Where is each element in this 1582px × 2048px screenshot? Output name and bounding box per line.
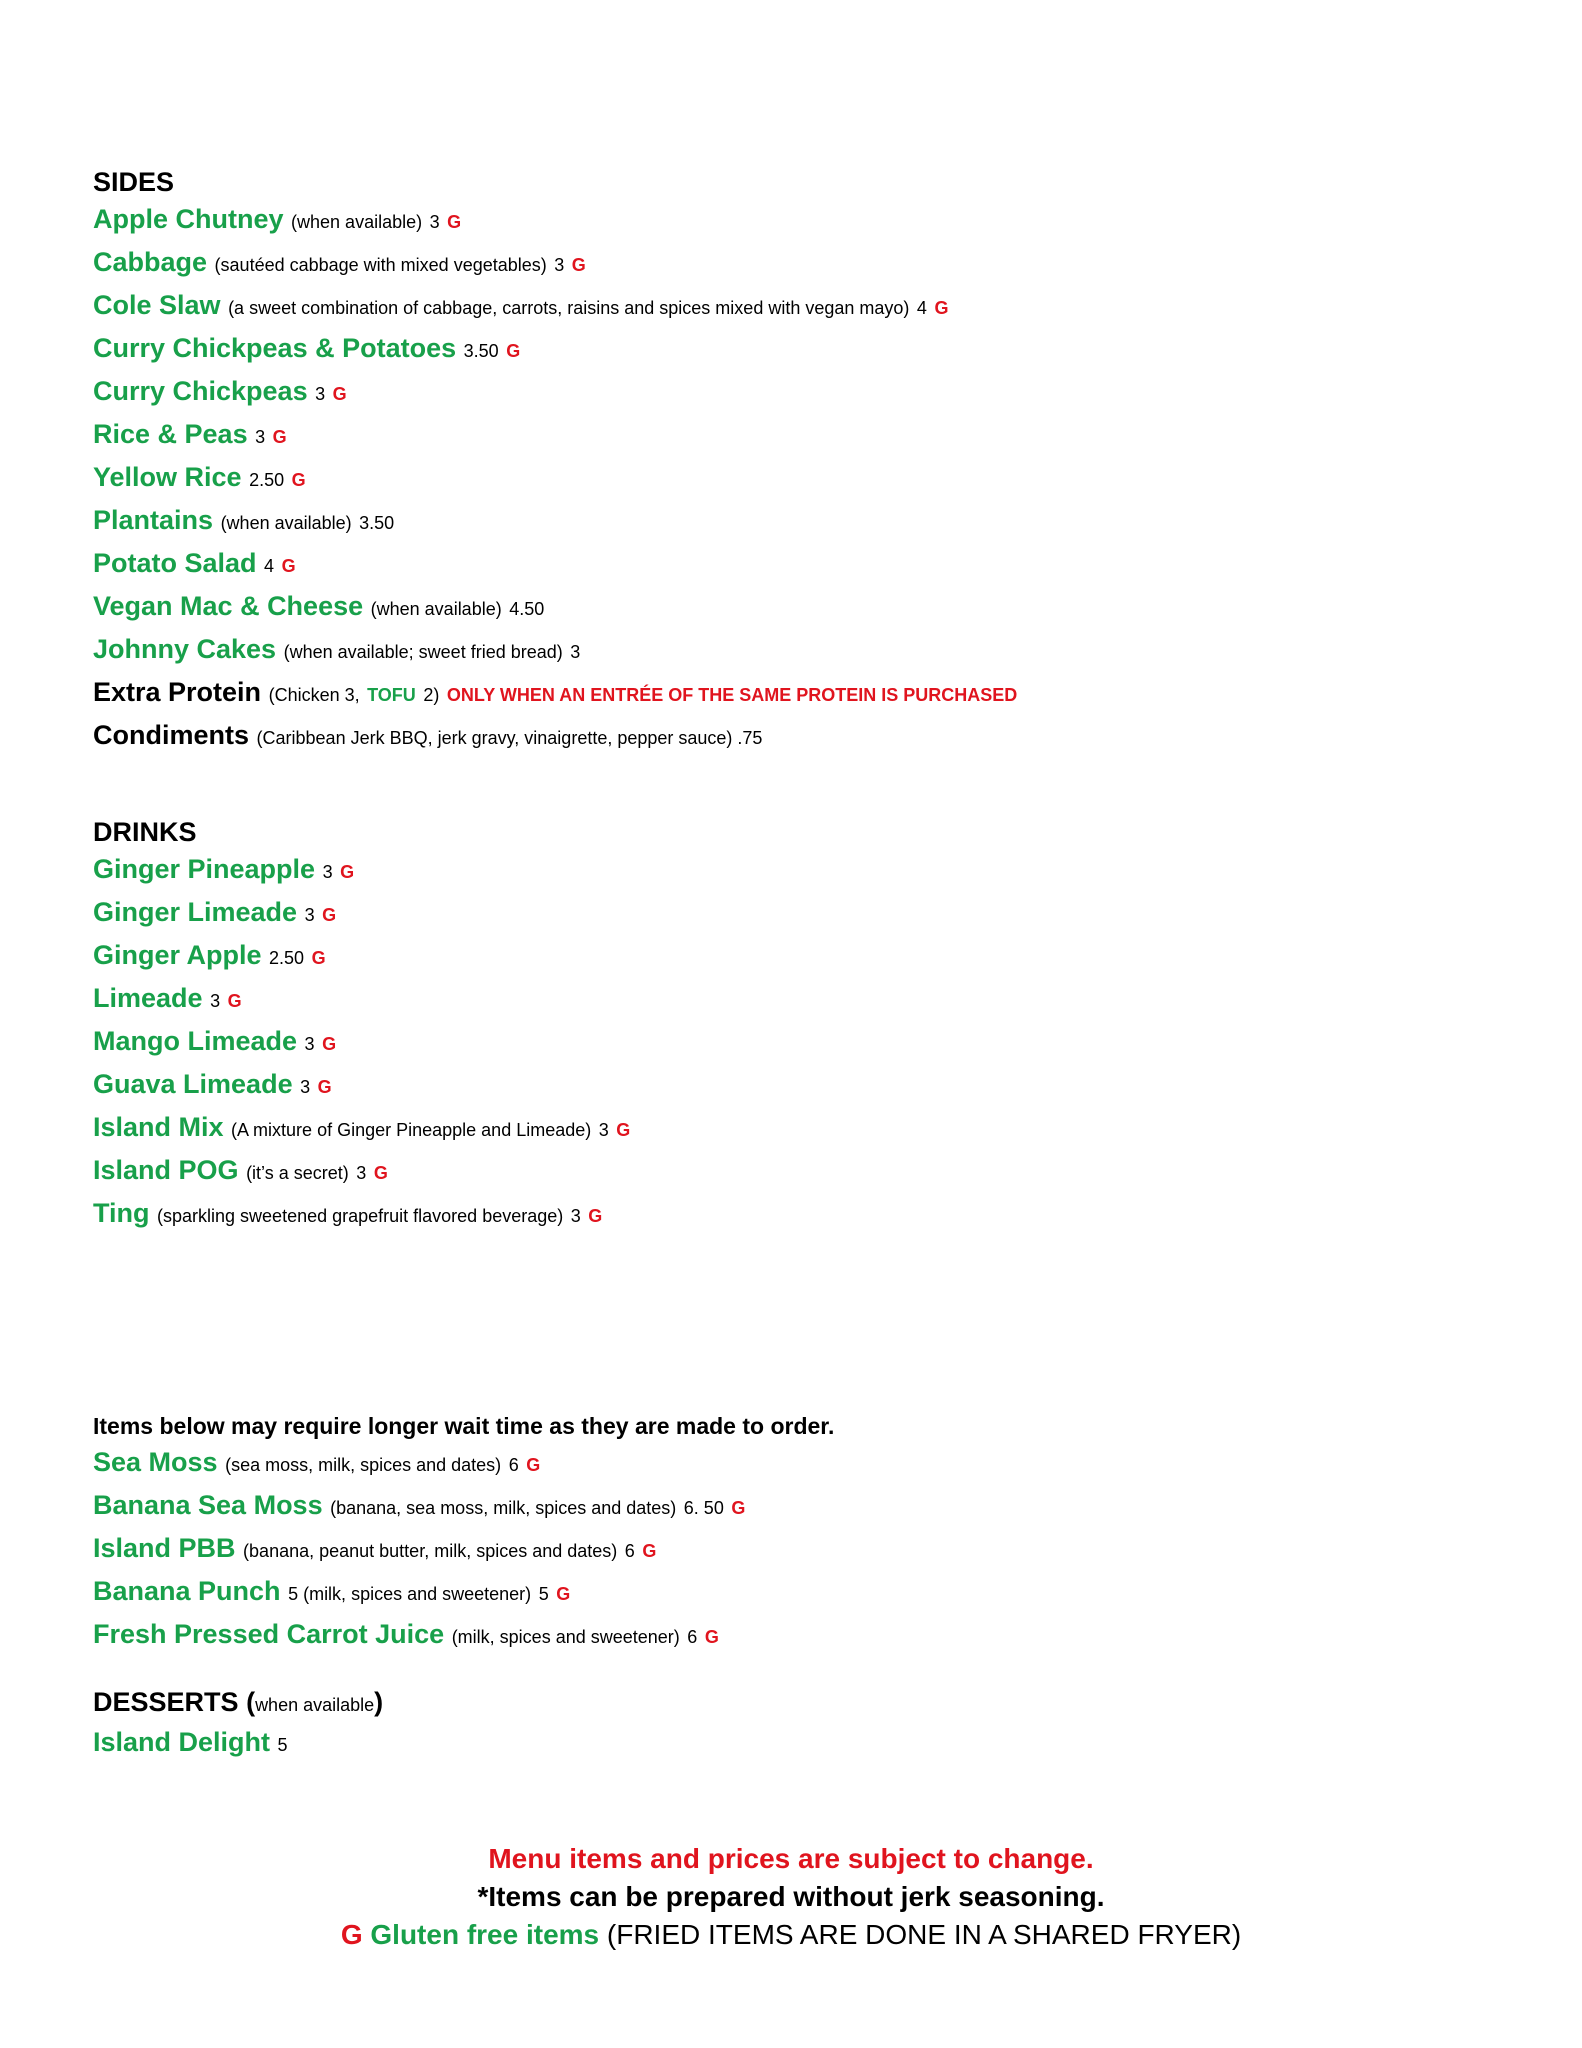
desserts-paren-open: ( xyxy=(246,1687,256,1717)
protein-warning: ONLY WHEN AN ENTRÉE OF THE SAME PROTEIN IS PURCHASED xyxy=(446,685,1018,705)
item-name: Yellow Rice xyxy=(93,462,242,492)
gluten-free-mark: G xyxy=(526,1455,541,1475)
item-price: 4.50 xyxy=(509,599,545,619)
menu-item xyxy=(93,285,1017,328)
item-name: Rice & Peas xyxy=(93,419,248,449)
item-price: 6 xyxy=(624,1541,635,1561)
sides-section xyxy=(93,165,1017,758)
desserts-title: DESSERTS xyxy=(93,1687,239,1717)
item-price: 3 xyxy=(598,1120,609,1140)
menu-item xyxy=(93,1064,630,1107)
menu-item xyxy=(93,500,1017,543)
sides-list xyxy=(93,199,1017,672)
menu-item xyxy=(93,328,1017,371)
gluten-free-mark: G xyxy=(571,255,586,275)
menu-footer xyxy=(0,1840,1582,1954)
gluten-free-mark: G xyxy=(311,948,326,968)
menu-item xyxy=(93,242,1017,285)
item-price: 4 xyxy=(916,298,927,318)
item-name: Cole Slaw xyxy=(93,290,221,320)
sides-heading: SIDES xyxy=(93,167,175,197)
gluten-free-mark: G xyxy=(506,341,521,361)
item-name: Ting xyxy=(93,1198,150,1228)
menu-item xyxy=(93,1021,630,1064)
menu-item xyxy=(93,1193,630,1236)
gluten-free-mark: G xyxy=(332,384,347,404)
item-name: Cabbage xyxy=(93,247,208,277)
item-desc: (when available) xyxy=(370,599,502,619)
item-price: 3 xyxy=(554,255,565,275)
item-price: 6 xyxy=(508,1455,519,1475)
item-name: Ginger Limeade xyxy=(93,897,298,927)
made-to-order-section xyxy=(93,1410,834,1657)
item-price: 2.50 xyxy=(269,948,305,968)
price-change-notice: Menu items and prices are subject to change. xyxy=(488,1843,1094,1874)
menu-item xyxy=(93,586,1017,629)
item-name: Johnny Cakes xyxy=(93,634,277,664)
desserts-paren-close: ) xyxy=(374,1687,384,1717)
item-desc: (when available) xyxy=(220,513,352,533)
item-price: 3 xyxy=(304,905,315,925)
item-name: Potato Salad xyxy=(93,548,257,578)
item-name: Island PBB xyxy=(93,1533,236,1563)
gf-mark: G xyxy=(340,1919,363,1950)
item-name: Sea Moss xyxy=(93,1447,218,1477)
item-price: 3 xyxy=(304,1034,315,1054)
item-price: 3 xyxy=(429,212,440,232)
item-desc: (milk, spices and sweetener) xyxy=(451,1627,680,1647)
menu-item xyxy=(93,1614,834,1657)
item-name: Guava Limeade xyxy=(93,1069,293,1099)
desserts-note: when available xyxy=(255,1695,375,1715)
item-name: Fresh Pressed Carrot Juice xyxy=(93,1619,445,1649)
item-name: Extra Protein xyxy=(93,677,262,707)
item-desc: (banana, sea moss, milk, spices and dates) xyxy=(330,1498,677,1518)
drinks-heading: DRINKS xyxy=(93,817,197,847)
gluten-free-mark: G xyxy=(291,470,306,490)
gluten-free-mark: G xyxy=(272,427,287,447)
item-name: Ginger Apple xyxy=(93,940,262,970)
gluten-free-mark: G xyxy=(227,991,242,1011)
drinks-list xyxy=(93,849,630,1236)
item-desc: (Chicken 3, xyxy=(268,685,360,705)
item-name: Banana Sea Moss xyxy=(93,1490,323,1520)
jerk-seasoning-notice: *Items can be prepared without jerk seasoning. xyxy=(477,1881,1105,1912)
item-price: 3 xyxy=(570,1206,581,1226)
item-price: 3 xyxy=(322,862,333,882)
item-name: Island Mix xyxy=(93,1112,224,1142)
menu-item xyxy=(93,371,1017,414)
menu-item xyxy=(93,1571,834,1614)
item-price: 3.50 xyxy=(359,513,395,533)
item-name: Apple Chutney xyxy=(93,204,284,234)
item-name: Curry Chickpeas & Potatoes xyxy=(93,333,457,363)
gluten-free-mark: G xyxy=(373,1163,388,1183)
gluten-free-mark: G xyxy=(934,298,949,318)
gluten-free-mark: G xyxy=(281,556,296,576)
item-price: 2.50 xyxy=(249,470,285,490)
menu-item xyxy=(93,1485,834,1528)
gluten-free-mark: G xyxy=(616,1120,631,1140)
menu-item xyxy=(93,199,1017,242)
menu-item xyxy=(93,1442,834,1485)
gluten-free-mark: G xyxy=(447,212,462,232)
made-to-order-note: Items below may require longer wait time as they are made to order. xyxy=(93,1413,835,1439)
gluten-free-mark: G xyxy=(317,1077,332,1097)
gluten-free-mark: G xyxy=(340,862,355,882)
gluten-free-mark: G xyxy=(556,1584,571,1604)
menu-item xyxy=(93,629,1017,672)
item-desc: (sparkling sweetened grapefruit flavored beverage) xyxy=(157,1206,564,1226)
made-to-order-list xyxy=(93,1442,834,1657)
item-price: 3 xyxy=(315,384,326,404)
menu-item xyxy=(93,892,630,935)
gluten-free-legend xyxy=(0,1916,1582,1954)
menu-item xyxy=(93,1150,630,1193)
gluten-free-mark: G xyxy=(731,1498,746,1518)
item-price: 6 xyxy=(687,1627,698,1647)
gf-note: (FRIED ITEMS ARE DONE IN A SHARED FRYER) xyxy=(606,1919,1242,1950)
menu-item xyxy=(93,414,1017,457)
item-price: 3 xyxy=(356,1163,367,1183)
item-price: 3.50 xyxy=(463,341,499,361)
extra-protein-row xyxy=(93,672,1017,715)
item-desc: (A mixture of Ginger Pineapple and Limeade) xyxy=(231,1120,592,1140)
item-name: Banana Punch xyxy=(93,1576,281,1606)
item-desc: (Caribbean Jerk BBQ, jerk gravy, vinaigrette, pepper sauce) .75 xyxy=(256,728,763,748)
item-desc: (sautéed cabbage with mixed vegetables) xyxy=(214,255,547,275)
item-desc: 2) xyxy=(423,685,440,705)
item-name: Ginger Pineapple xyxy=(93,854,316,884)
item-price: 3 xyxy=(210,991,221,1011)
item-desc: (a sweet combination of cabbage, carrots, raisins and spices mixed with vegan mayo) xyxy=(228,298,910,318)
menu-item xyxy=(93,849,630,892)
item-price: 3 xyxy=(255,427,266,447)
menu-item xyxy=(93,1107,630,1150)
gluten-free-mark: G xyxy=(704,1627,719,1647)
gluten-free-mark: G xyxy=(642,1541,657,1561)
item-price: 6. 50 xyxy=(683,1498,724,1518)
drinks-section xyxy=(93,815,630,1236)
menu-item xyxy=(93,1722,383,1765)
menu-item xyxy=(93,935,630,978)
item-desc: (when available) xyxy=(291,212,423,232)
menu-item xyxy=(93,1528,834,1571)
gf-label: Gluten free items xyxy=(370,1919,600,1950)
item-desc: (banana, peanut butter, milk, spices and dates) xyxy=(243,1541,618,1561)
item-price: 4 xyxy=(264,556,275,576)
menu-item xyxy=(93,543,1017,586)
item-name: Condiments xyxy=(93,720,250,750)
desserts-list xyxy=(93,1722,383,1765)
desserts-section xyxy=(93,1685,383,1765)
item-name: Plantains xyxy=(93,505,214,535)
item-desc: (sea moss, milk, spices and dates) xyxy=(225,1455,502,1475)
gluten-free-mark: G xyxy=(322,1034,337,1054)
item-desc: (it’s a secret) xyxy=(246,1163,349,1183)
item-name: Limeade xyxy=(93,983,203,1013)
desserts-heading xyxy=(93,1685,383,1722)
item-price: 3 xyxy=(300,1077,311,1097)
gluten-free-mark: G xyxy=(588,1206,603,1226)
item-price: 3 xyxy=(570,642,581,662)
item-desc: (when available; sweet fried bread) xyxy=(283,642,563,662)
item-desc: 5 (milk, spices and sweetener) xyxy=(288,1584,532,1604)
item-name: Vegan Mac & Cheese xyxy=(93,591,364,621)
item-name: Island POG xyxy=(93,1155,239,1185)
item-name: Mango Limeade xyxy=(93,1026,298,1056)
gluten-free-mark: G xyxy=(322,905,337,925)
item-name: Island Delight xyxy=(93,1727,271,1757)
menu-item xyxy=(93,978,630,1021)
item-price: 5 xyxy=(538,1584,549,1604)
item-name: Curry Chickpeas xyxy=(93,376,308,406)
condiments-row xyxy=(93,715,1017,758)
tofu-label: TOFU xyxy=(367,685,416,705)
menu-item xyxy=(93,457,1017,500)
item-price: 5 xyxy=(277,1735,288,1755)
